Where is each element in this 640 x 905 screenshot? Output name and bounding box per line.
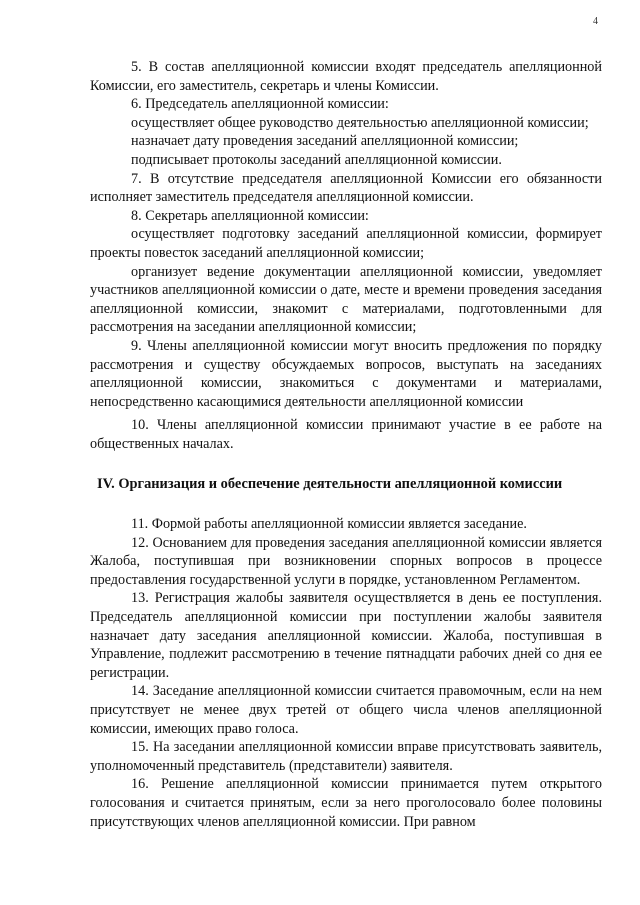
paragraph-14: 14. Заседание апелляционной комиссии считается правомочным, если на нем присутствует не менее двух третей от общего числа членов апелляционной комиссии, имеющих право голоса.: [90, 683, 602, 737]
paragraph-10: 10. Члены апелляционной комиссии принимают участие в ее работе на общественных началах.: [90, 417, 602, 452]
paragraph-8-item-1: осуществляет подготовку заседаний апелляционной комиссии, формирует проекты повесток заседаний апелляционной комиссии;: [90, 226, 602, 261]
paragraph-8: 8. Секретарь апелляционной комиссии:: [131, 207, 369, 224]
section-iv-heading: IV. Организация и обеспечение деятельности апелляционной комиссии: [97, 476, 563, 493]
paragraph-9: 9. Члены апелляционной комиссии могут вносить предложения по порядку рассмотрения и существу обсуждаемых вопросов, выступать на заседаниях апелляционной комиссии, знакомиться с документами и материалами, непосредственно касающимися деятельности апелляционной комиссии: [90, 337, 602, 410]
paragraph-6-item-2: назначает дату проведения заседаний апелляционной комиссии;: [131, 133, 519, 150]
page-number: 4: [593, 16, 598, 27]
paragraph-7: 7. В отсутствие председателя апелляционной Комиссии его обязанности исполняет заместитель председателя апелляционной комиссии.: [90, 170, 602, 206]
paragraph-16: 16. Решение апелляционной комиссии принимается путем открытого голосования и считается принятым, если за него проголосовало более половины присутствующих членов апелляционной комиссии. При равном: [90, 776, 602, 830]
paragraph-6-item-1: осуществляет общее руководство деятельностью апелляционной комиссии;: [131, 114, 589, 131]
paragraph-6: 6. Председатель апелляционной комиссии:: [131, 96, 389, 113]
paragraph-5: 5. В состав апелляционной комиссии входят председатель апелляционной Комиссии, его заместитель, секретарь и члены Комиссии.: [90, 59, 602, 94]
paragraph-11: 11. Формой работы апелляционной комиссии является заседание.: [131, 516, 527, 533]
paragraph-6-item-3: подписывает протоколы заседаний апелляционной комиссии.: [131, 151, 502, 168]
paragraph-15: 15. На заседании апелляционной комиссии вправе присутствовать заявитель, уполномоченный представитель (представители) заявителя.: [90, 739, 602, 774]
paragraph-8-item-2: организует ведение документации апелляционной комиссии, уведомляет участников апелляционной комиссии о дате, месте и времени проведения заседания апелляционной комиссии, знакомит с материалами, подготовленными для рассмотрения на заседании апелляционной комиссии;: [90, 263, 602, 336]
paragraph-13: 13. Регистрация жалобы заявителя осуществляется в день ее поступления. Председатель апелляционной комиссии при поступлении жалобы заявителя назначает дату заседания апелляционной комиссии. Жалоба, поступившая в Управление, подлежит рассмотрению в течение пятнадцати рабочих дней со дня ее регистрации.: [90, 590, 602, 681]
paragraph-12: 12. Основанием для проведения заседания апелляционной комиссии является Жалоба, поступившая при возникновении спорных вопросов в процессе предоставления государственной услуги в порядке, установленном Регламентом.: [90, 534, 602, 588]
document-body: [90, 58, 602, 831]
